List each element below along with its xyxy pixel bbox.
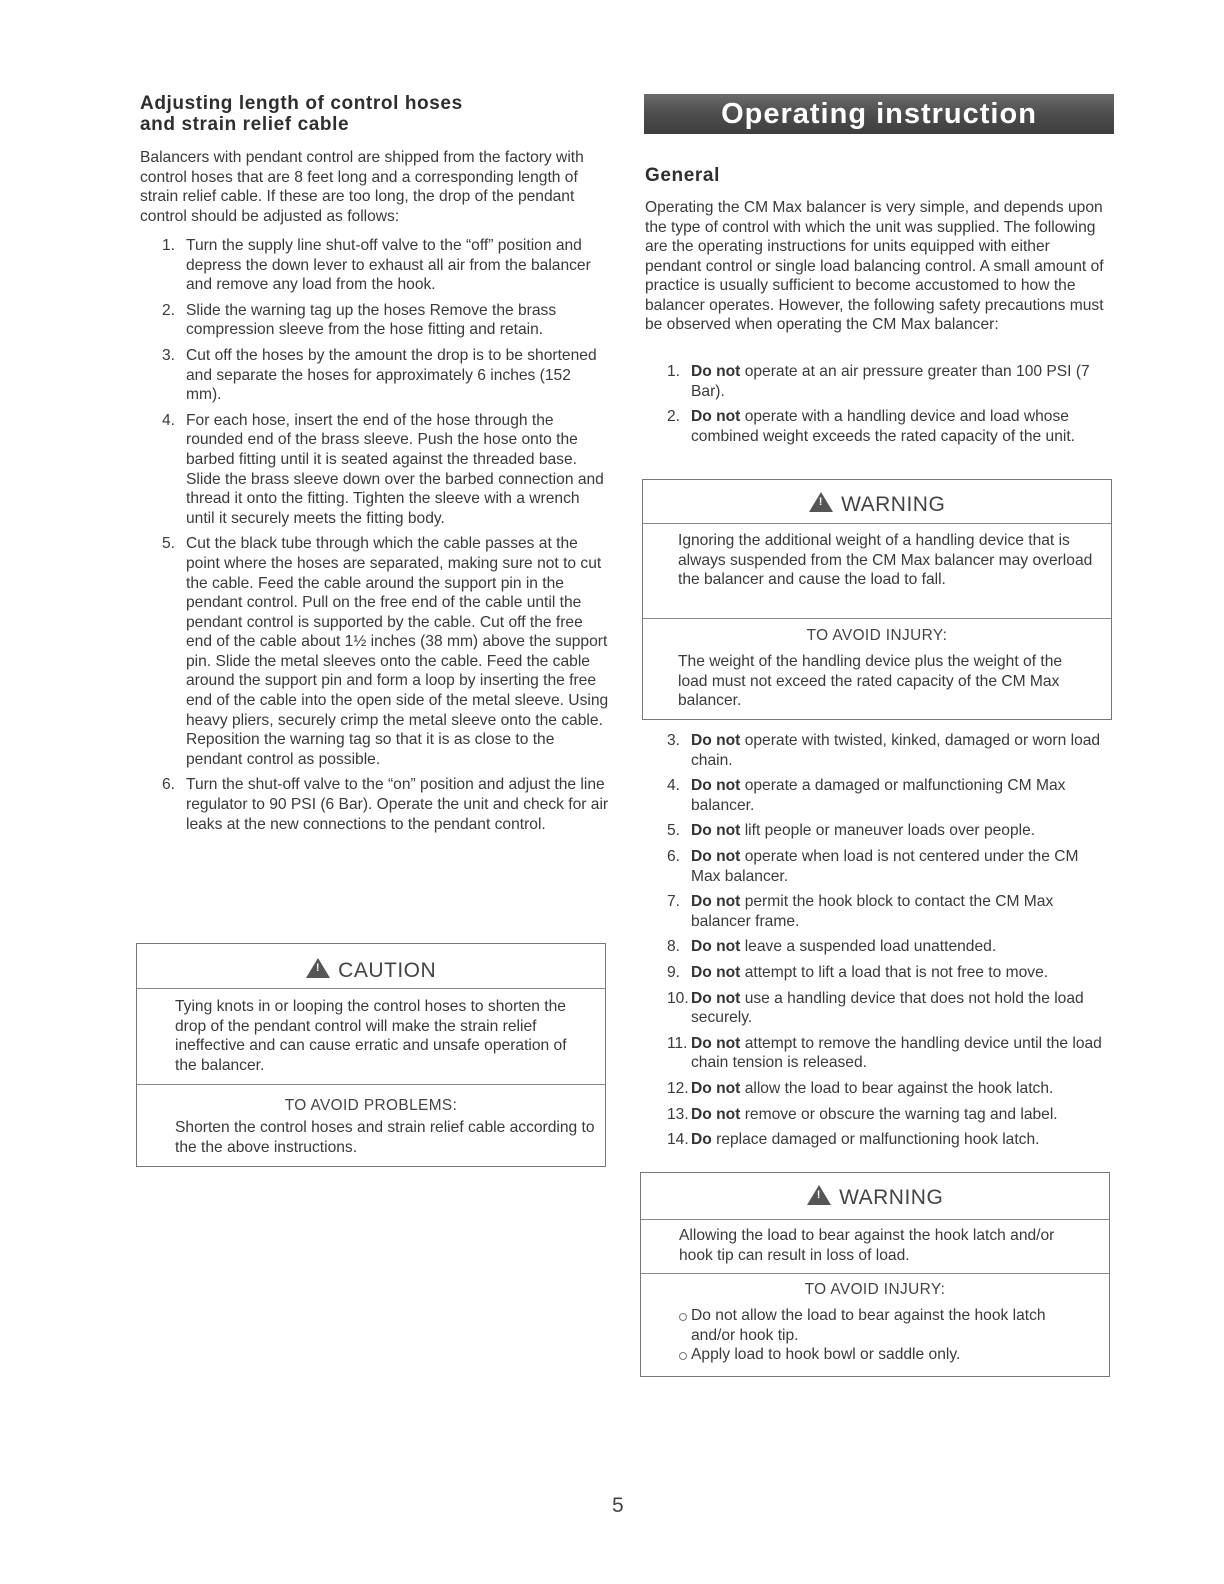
list-item bbox=[645, 989, 1107, 1028]
list-item-emphasis: Do not bbox=[691, 963, 741, 981]
divider bbox=[641, 1273, 1109, 1274]
list-item bbox=[645, 963, 1107, 983]
list-item bbox=[140, 775, 610, 834]
list-item-number: 3. bbox=[162, 346, 176, 364]
list-item-text: Turn the supply line shut-off valve to the “off” position and depress the down lever to exhaust all air from the balancer and remove any load from the hook. bbox=[186, 237, 591, 294]
list-item-number: 7. bbox=[667, 893, 681, 911]
list-item bbox=[140, 236, 610, 295]
list-item-text: Turn the shut-off valve to the “on” position and adjust the line regulator to 90 PSI (6 Bar). Operate the unit and check for air leaks at the new connections to the pendant control. bbox=[186, 776, 609, 833]
warning1-body: Ignoring the additional weight of a handling device that is always suspended from the CM Max balancer may overload the balancer and cause the load to fall. bbox=[678, 532, 1093, 588]
caution-subbody: Shorten the control hoses and strain relief cable according to the the above instructions. bbox=[175, 1119, 595, 1156]
list-item-number: 3. bbox=[667, 732, 681, 749]
list-item-emphasis: Do not bbox=[691, 847, 741, 865]
list-item-number: 5. bbox=[667, 822, 681, 840]
list-item-number: 9. bbox=[667, 963, 681, 981]
list-item-number: 4. bbox=[667, 777, 681, 795]
list-item-emphasis: Do not bbox=[691, 1105, 741, 1123]
adjust-steps-list bbox=[140, 236, 610, 840]
divider bbox=[137, 1084, 605, 1085]
list-item-text: replace damaged or malfunctioning hook latch. bbox=[711, 1131, 1040, 1149]
list-item bbox=[645, 847, 1107, 886]
list-item-text: operate when load is not centered under the CM Max balancer. bbox=[691, 847, 1079, 885]
list-item-number: 4. bbox=[162, 411, 176, 429]
list-item-text: attempt to lift a load that is not free to move. bbox=[740, 963, 1049, 981]
list-item bbox=[645, 937, 1107, 957]
list-item bbox=[645, 1130, 1107, 1150]
list-item-emphasis: Do not bbox=[691, 822, 741, 840]
list-item-text: operate at an air pressure greater than 100 PSI (7 Bar). bbox=[691, 363, 1090, 400]
warning2-body: Allowing the load to bear against the hook latch and/or hook tip can result in loss of load. bbox=[679, 1227, 1055, 1264]
list-item bbox=[645, 407, 1107, 446]
list-item-text: operate a damaged or malfunctioning CM Max balancer. bbox=[691, 777, 1066, 814]
list-item-number: 12. bbox=[667, 1079, 689, 1097]
list-item-text: Cut off the hoses by the amount the drop is to be shortened and separate the hoses for approximately 6 inches (152 mm). bbox=[186, 346, 597, 404]
warning-header: ! WARNING bbox=[641, 1185, 1109, 1210]
list-item-number: 6. bbox=[667, 847, 681, 865]
list-item-emphasis: Do not bbox=[691, 1079, 741, 1097]
list-item-number: 13. bbox=[667, 1105, 689, 1123]
list-item-text: Cut the black tube through which the cable passes at the point where the hoses are separated, making sure not to cut the cable. Feed the cable around the support pin in the pendant control. Pull on the free end of the cable until the pendant control is supported by the cable. Cut off the free end of the cable about 1½ inches (38 mm) above the support pin. Slide the metal sleeves onto the cable. Feed the cable around the support pin and form a loop by inserting the free end of the cable into the open side of the metal sleeve. Using heavy pliers, securely crimp the metal sleeve onto the cable. Reposition the warning tag so that it is as close to the pendant control as possible. bbox=[186, 535, 609, 768]
list-item-text: permit the hook block to contact the CM Max balancer frame. bbox=[691, 893, 1054, 930]
list-item-number: 1. bbox=[667, 363, 681, 380]
warning-triangle-icon: ! bbox=[306, 958, 330, 978]
list-item bbox=[140, 346, 610, 405]
list-item bbox=[140, 411, 610, 529]
list-item-number: 14. bbox=[667, 1131, 689, 1149]
section-title-adjusting: Adjusting length of control hoses and strain relief cable bbox=[140, 93, 463, 135]
list-item-text: lift people or maneuver loads over people. bbox=[740, 822, 1036, 840]
caution-box bbox=[136, 943, 606, 1167]
section-title-general: General bbox=[645, 165, 720, 186]
list-item-number: 8. bbox=[667, 938, 681, 956]
list-item bbox=[645, 892, 1107, 931]
list-item-number: 1. bbox=[162, 237, 176, 254]
list-item bbox=[645, 362, 1107, 401]
caution-body: Tying knots in or looping the control hoses to shorten the drop of the pendant control will make the strain relief ineffective and can cause erratic and unsafe operation of the balancer. bbox=[175, 998, 567, 1074]
divider bbox=[137, 988, 605, 989]
list-item-emphasis: Do bbox=[691, 1131, 712, 1149]
caution-subheader: TO AVOID PROBLEMS: bbox=[284, 1097, 458, 1114]
general-paragraph: Operating the CM Max balancer is very simple, and depends upon the type of control with which the unit was supplied. The following are the operating instructions for units equipped with either pendant control or single load balancing control. A small amount of practice is usually sufficient to become accustomed to how the balancer operates. However, the following safety precautions must be observed when operating the CM Max balancer: bbox=[645, 199, 1104, 333]
list-item-number: 2. bbox=[162, 301, 176, 319]
list-item-text: operate with a handling device and load whose combined weight exceeds the rated capacity of the unit. bbox=[691, 408, 1076, 445]
list-item-emphasis: Do not bbox=[691, 732, 741, 749]
list-item-emphasis: Do not bbox=[691, 408, 741, 426]
safety-rules-list-a bbox=[645, 362, 1107, 452]
warning-triangle-icon: ! bbox=[807, 1185, 831, 1205]
list-item-number: 5. bbox=[162, 535, 176, 553]
list-item-emphasis: Do not bbox=[691, 893, 741, 911]
list-item-text: use a handling device that does not hold the load securely. bbox=[691, 989, 1084, 1027]
list-item-text: For each hose, insert the end of the hose through the rounded end of the brass sleeve. Push the hose onto the barbed fitting until it is seated against the threaded base. Slide the brass sleeve down over the barbed connection and thread it onto the fitting. Tighten the sleeve with a wrench until it securely meets the fitting body. bbox=[186, 411, 604, 527]
caution-header: ! CAUTION bbox=[137, 958, 605, 983]
list-item-number: 6. bbox=[162, 776, 176, 794]
list-item-number: 11. bbox=[667, 1034, 688, 1052]
list-item-text: remove or obscure the warning tag and label. bbox=[740, 1105, 1058, 1123]
warning1-subbody: The weight of the handling device plus the weight of the load must not exceed the rated capacity of the CM Max balancer. bbox=[678, 653, 1063, 709]
page-number: 5 bbox=[612, 1494, 624, 1517]
warning2-bullets bbox=[677, 1306, 1087, 1365]
list-item bbox=[140, 301, 610, 340]
list-item bbox=[140, 534, 610, 769]
intro-paragraph: Balancers with pendant control are shipped from the factory with control hoses that are 8 feet long and a corresponding length of strain relief cable. If these are too long, the drop of the pendant control should be adjusted as follows: bbox=[140, 149, 584, 225]
warning-header: ! WARNING bbox=[643, 492, 1111, 517]
list-item-number: 10. bbox=[667, 989, 689, 1007]
list-item-emphasis: Do not bbox=[691, 938, 741, 956]
warning2-subheader: TO AVOID INJURY: bbox=[804, 1281, 946, 1298]
list-item-text: allow the load to bear against the hook latch. bbox=[740, 1079, 1054, 1097]
list-item-emphasis: Do not bbox=[691, 989, 741, 1007]
operating-instruction-banner: Operating instruction bbox=[644, 94, 1114, 134]
warning1-subheader: TO AVOID INJURY: bbox=[806, 627, 948, 644]
list-item-emphasis: Do not bbox=[691, 363, 741, 380]
warning-box-1 bbox=[642, 479, 1112, 720]
list-item bbox=[645, 1105, 1107, 1125]
list-item-text: attempt to remove the handling device until the load chain tension is released. bbox=[691, 1034, 1102, 1072]
list-item bbox=[645, 776, 1107, 815]
list-item-text: operate with twisted, kinked, damaged or worn load chain. bbox=[691, 732, 1101, 769]
list-item-number: 2. bbox=[667, 408, 681, 426]
list-item bbox=[645, 1079, 1107, 1099]
warning-box-2 bbox=[640, 1172, 1110, 1377]
list-item: Do not allow the load to bear against the hook latch and/or hook tip. bbox=[677, 1306, 1087, 1345]
list-item-text: leave a suspended load unattended. bbox=[740, 938, 997, 956]
list-item bbox=[645, 821, 1107, 841]
list-item-emphasis: Do not bbox=[691, 777, 741, 795]
warning-triangle-icon: ! bbox=[809, 492, 833, 512]
list-item bbox=[645, 731, 1107, 770]
list-item bbox=[645, 1034, 1107, 1073]
list-item-emphasis: Do not bbox=[691, 1034, 741, 1052]
list-item: Apply load to hook bowl or saddle only. bbox=[677, 1345, 1087, 1365]
divider bbox=[643, 618, 1111, 619]
safety-rules-list-b bbox=[645, 731, 1107, 1156]
divider bbox=[641, 1219, 1109, 1220]
divider bbox=[643, 523, 1111, 524]
list-item-text: Slide the warning tag up the hoses Remove the brass compression sleeve from the hose fitting and retain. bbox=[186, 301, 557, 339]
